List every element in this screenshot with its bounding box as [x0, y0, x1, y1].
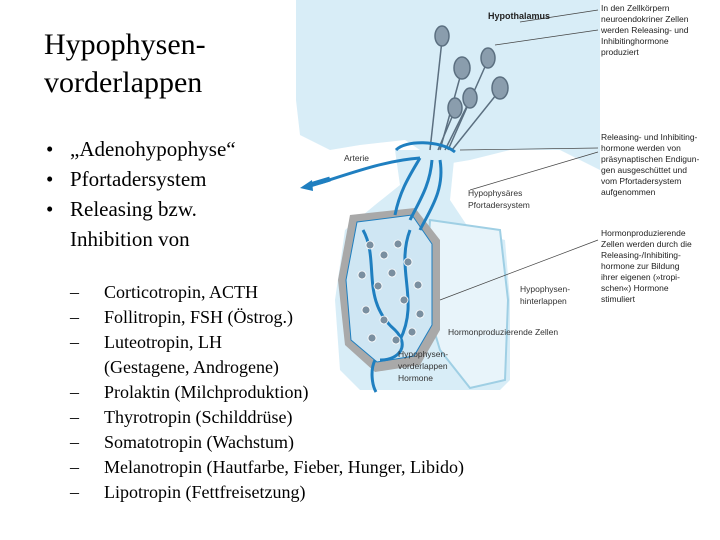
label-hormonproduzierende: Hormonproduzierende Zellen [448, 327, 559, 337]
svg-text:Inhibitinghormone: Inhibitinghormone [601, 36, 669, 46]
svg-text:präsynaptischen Endigun-: präsynaptischen Endigun- [601, 154, 700, 164]
label-hinterlappen-2: hinterlappen [520, 296, 567, 306]
svg-text:produziert: produziert [601, 47, 639, 57]
svg-text:vom Pfortadersystem: vom Pfortadersystem [601, 176, 682, 186]
svg-text:hormone zur Bildung: hormone zur Bildung [601, 261, 680, 271]
bullet-list [46, 134, 236, 254]
title-line-2: vorderlappen [44, 66, 203, 99]
svg-text:hormone werden von: hormone werden von [601, 143, 681, 153]
hormone-item: – Prolaktin (Milchproduktion) [70, 380, 464, 405]
svg-text:ihrer eigenen (»tropi-: ihrer eigenen (»tropi- [601, 272, 680, 282]
bullet-releasing-cont: Inhibition von [70, 227, 190, 251]
svg-text:neuroendokriner Zellen: neuroendokriner Zellen [601, 14, 689, 24]
label-vorderlappen-2: vorderlappen [398, 361, 448, 371]
hormone-item: – Lipotropin (Fettfreisetzung) [70, 480, 464, 505]
bullet-pfortadersystem: • Pfortadersystem [46, 164, 236, 194]
bullet-releasing: • Releasing bzw. [46, 194, 236, 224]
label-pfortader-1: Hypophysäres [468, 188, 523, 198]
svg-text:stimuliert: stimuliert [601, 294, 636, 304]
slide-title [44, 26, 206, 102]
side-note-2 [601, 132, 699, 197]
label-hypothalamus: Hypothalamus [488, 11, 551, 21]
label-hinterlappen-1: Hypophysen- [520, 284, 571, 294]
label-pfortader-2: Pfortadersystem [468, 200, 530, 210]
svg-text:Zellen werden durch die: Zellen werden durch die [601, 239, 692, 249]
svg-text:Releasing- und Inhibiting-: Releasing- und Inhibiting- [601, 132, 698, 142]
label-hormone: Hormone [398, 373, 433, 383]
hormone-item: – Follitropin, FSH (Östrog.) [70, 305, 464, 330]
artery [310, 179, 330, 185]
svg-text:Hormonproduzierende: Hormonproduzierende [601, 228, 686, 238]
svg-text:schen«) Hormone: schen«) Hormone [601, 283, 669, 293]
svg-text:In den Zellkörpern: In den Zellkörpern [601, 3, 670, 13]
hormone-item: – Somatotropin (Wachstum) [70, 430, 464, 455]
hormone-list [70, 280, 464, 505]
title-line-1: Hypophysen- [44, 28, 206, 61]
label-vorderlappen-1: Hypophysen- [398, 349, 449, 359]
hormone-item: – Thyrotropin (Schilddrüse) [70, 405, 464, 430]
hormone-item: – Corticotropin, ACTH [70, 280, 464, 305]
side-note-3 [601, 228, 692, 304]
label-arterie: Arterie [344, 153, 370, 163]
artery-arrow [300, 180, 313, 191]
svg-text:werden Releasing- und: werden Releasing- und [601, 25, 689, 35]
bullet-adenohypophyse: • „Adenohypophyse“ [46, 134, 236, 164]
hormone-item-cont: (Gestagene, Androgene) [104, 357, 279, 377]
svg-text:aufgenommen: aufgenommen [601, 187, 656, 197]
hormone-item: – Melanotropin (Hautfarbe, Fieber, Hunger, Libido) [70, 455, 464, 480]
svg-text:gen ausgeschüttet und: gen ausgeschüttet und [601, 165, 688, 175]
side-note-1 [600, 3, 689, 57]
svg-text:Releasing-/Inhibiting-: Releasing-/Inhibiting- [601, 250, 681, 260]
hormone-item: – Luteotropin, LH [70, 330, 464, 355]
